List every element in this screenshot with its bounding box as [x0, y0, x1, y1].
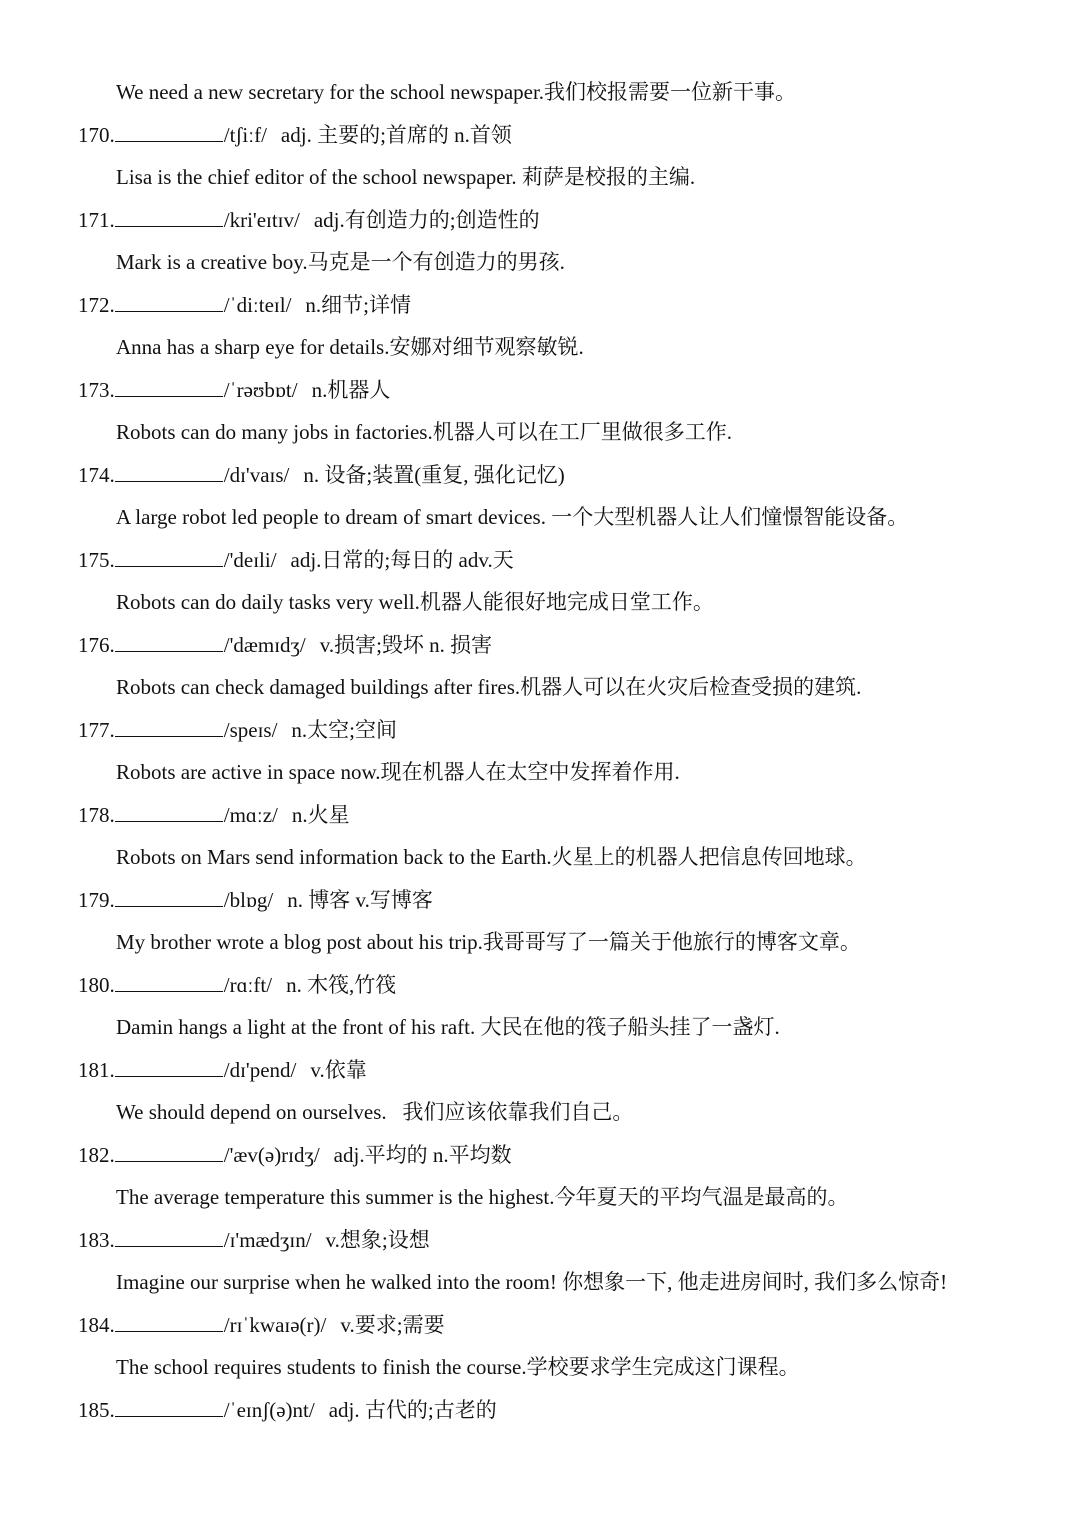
vocab-entry-172 — [78, 292, 411, 318]
entry-number: 171. — [78, 208, 115, 232]
phonetic: /rɪˈkwaɪə(r)/ — [223, 1313, 327, 1337]
vocab-entry-170 — [78, 122, 512, 148]
definition: n.机器人 — [311, 378, 391, 402]
phonetic: /tʃiːf/ — [223, 123, 267, 147]
definition: v.损害;毁坏 n. 损害 — [319, 633, 493, 657]
vocab-entry-185 — [78, 1397, 497, 1423]
entry-number: 180. — [78, 973, 115, 997]
phonetic: /ɪ'mædʒɪn/ — [223, 1228, 312, 1252]
vocab-entry-171 — [78, 207, 540, 233]
answer-blank — [115, 1398, 223, 1417]
phonetic: /rɑːft/ — [223, 973, 273, 997]
vocab-entry-175 — [78, 547, 514, 573]
answer-blank — [115, 803, 223, 822]
example-sentence: Mark is a creative boy.马克是一个有创造力的男孩. — [116, 250, 565, 274]
definition: adj.平均的 n.平均数 — [333, 1143, 512, 1167]
answer-blank — [115, 378, 223, 397]
entry-number: 182. — [78, 1143, 115, 1167]
vocab-entry-182 — [78, 1142, 512, 1168]
definition: adj.日常的;每日的 adv.天 — [290, 548, 514, 572]
example-sentence: Anna has a sharp eye for details.安娜对细节观察敏锐. — [116, 335, 584, 359]
definition: n.太空;空间 — [291, 718, 398, 742]
phonetic: /'deɪli/ — [223, 548, 277, 572]
answer-blank — [115, 633, 223, 652]
phonetic: /ˈdiːteɪl/ — [223, 293, 292, 317]
definition: n.火星 — [291, 803, 350, 827]
phonetic: /'æv(ə)rɪdʒ/ — [223, 1143, 320, 1167]
entry-number: 172. — [78, 293, 115, 317]
example-sentence: Imagine our surprise when he walked into the room! 你想象一下, 他走进房间时, 我们多么惊奇! — [116, 1270, 948, 1294]
vocab-entry-183 — [78, 1227, 430, 1253]
phonetic: /'dæmɪdʒ/ — [223, 633, 306, 657]
vocab-entry-184 — [78, 1312, 445, 1338]
entry-number: 174. — [78, 463, 115, 487]
definition: adj. 古代的;古老的 — [328, 1398, 497, 1422]
entry-number: 176. — [78, 633, 115, 657]
phonetic: /dɪ'vaɪs/ — [223, 463, 290, 487]
vocab-entry-173 — [78, 377, 390, 403]
entry-number: 173. — [78, 378, 115, 402]
example-sentence: The school requires students to finish the course.学校要求学生完成这门课程。 — [116, 1355, 800, 1379]
phonetic: /mɑːz/ — [223, 803, 278, 827]
example-sentence: The average temperature this summer is the highest.今年夏天的平均气温是最高的。 — [116, 1185, 849, 1209]
phonetic: /kri'eɪtɪv/ — [223, 208, 300, 232]
answer-blank — [115, 293, 223, 312]
example-sentence: Robots on Mars send information back to the Earth.火星上的机器人把信息传回地球。 — [116, 845, 867, 869]
definition: n.细节;详情 — [305, 293, 411, 317]
example-sentence: My brother wrote a blog post about his trip.我哥哥写了一篇关于他旅行的博客文章。 — [116, 930, 861, 954]
example-sentence: We need a new secretary for the school newspaper.我们校报需要一位新干事。 — [116, 80, 797, 104]
entry-number: 175. — [78, 548, 115, 572]
answer-blank — [115, 1313, 223, 1332]
answer-blank — [115, 888, 223, 907]
entry-number: 178. — [78, 803, 115, 827]
entry-number: 184. — [78, 1313, 115, 1337]
example-sentence: We should depend on ourselves. 我们应该依靠我们自己。 — [116, 1100, 634, 1124]
vocab-entry-180 — [78, 972, 396, 998]
vocab-entry-181 — [78, 1057, 367, 1083]
definition: v.想象;设想 — [325, 1228, 430, 1252]
example-sentence: A large robot led people to dream of smart devices. 一个大型机器人让人们憧憬智能设备。 — [116, 505, 909, 529]
vocab-entry-179 — [78, 887, 433, 913]
definition: v.要求;需要 — [340, 1313, 445, 1337]
entry-number: 181. — [78, 1058, 115, 1082]
entry-number: 177. — [78, 718, 115, 742]
answer-blank — [115, 1228, 223, 1247]
entry-number: 179. — [78, 888, 115, 912]
entry-number: 183. — [78, 1228, 115, 1252]
example-sentence: Lisa is the chief editor of the school newspaper. 莉萨是校报的主编. — [116, 165, 696, 189]
phonetic: /blɒg/ — [223, 888, 274, 912]
definition: n. 设备;装置(重复, 强化记忆) — [303, 463, 565, 487]
definition: n. 博客 v.写博客 — [287, 888, 433, 912]
phonetic: /speɪs/ — [223, 718, 278, 742]
example-sentence: Robots can do daily tasks very well.机器人能很好地完成日堂工作。 — [116, 590, 714, 614]
definition: v.依靠 — [310, 1058, 367, 1082]
phonetic: /dɪ'pend/ — [223, 1058, 297, 1082]
entry-number: 185. — [78, 1398, 115, 1422]
vocab-entry-176 — [78, 632, 492, 658]
answer-blank — [115, 463, 223, 482]
answer-blank — [115, 718, 223, 737]
example-sentence: Damin hangs a light at the front of his raft. 大民在他的筏子船头挂了一盏灯. — [116, 1015, 780, 1039]
vocab-entry-177 — [78, 717, 397, 743]
answer-blank — [115, 548, 223, 567]
vocab-entry-174 — [78, 462, 565, 488]
answer-blank — [115, 973, 223, 992]
definition: adj. 主要的;首席的 n.首领 — [280, 123, 512, 147]
example-sentence: Robots can check damaged buildings after fires.机器人可以在火灾后检查受损的建筑. — [116, 675, 862, 699]
entry-number: 170. — [78, 123, 115, 147]
answer-blank — [115, 208, 223, 227]
phonetic: /ˈrəʊbɒt/ — [223, 378, 298, 402]
example-sentence: Robots are active in space now.现在机器人在太空中发挥着作用. — [116, 760, 680, 784]
answer-blank — [115, 1058, 223, 1077]
example-sentence: Robots can do many jobs in factories.机器人可以在工厂里做很多工作. — [116, 420, 732, 444]
definition: adj.有创造力的;创造性的 — [313, 208, 540, 232]
vocab-entry-178 — [78, 802, 350, 828]
definition: n. 木筏,竹筏 — [286, 973, 397, 997]
answer-blank — [115, 123, 223, 142]
phonetic: /ˈeɪnʃ(ə)nt/ — [223, 1398, 315, 1422]
answer-blank — [115, 1143, 223, 1162]
